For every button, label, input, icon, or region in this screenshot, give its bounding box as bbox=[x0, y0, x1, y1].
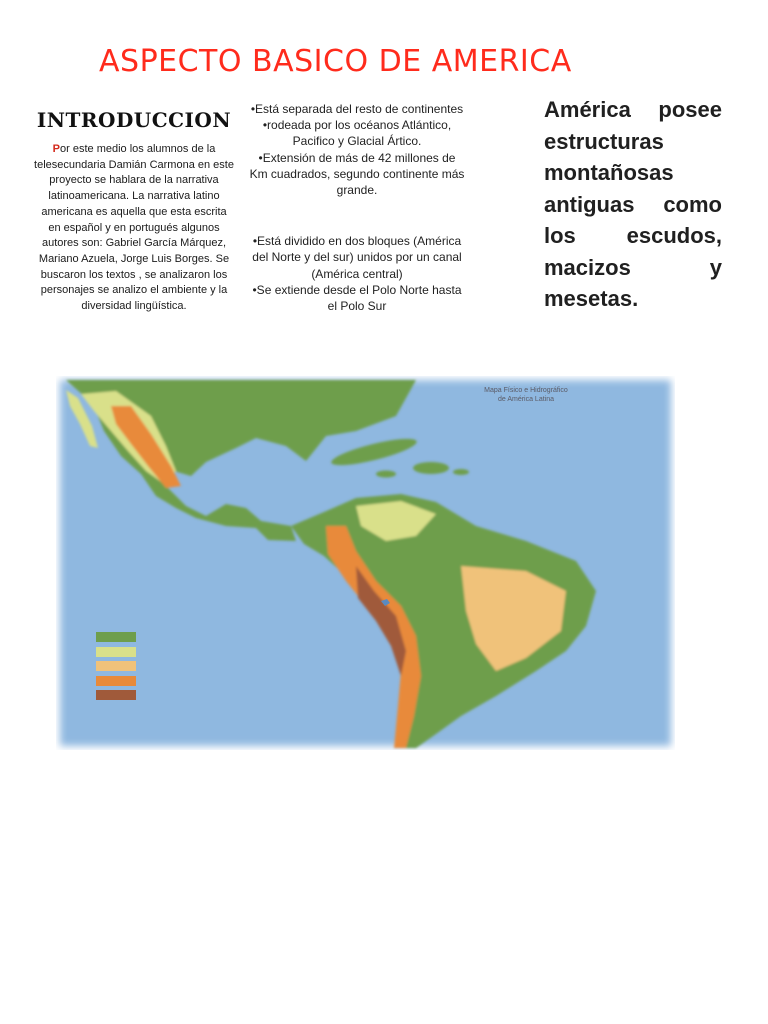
mountains-text-line: mesetas. bbox=[544, 286, 639, 311]
map-legend bbox=[96, 630, 212, 703]
facts-column bbox=[248, 101, 466, 314]
map-title bbox=[426, 386, 626, 404]
map-title-line: de América Latina bbox=[497, 396, 555, 403]
latin-america-map bbox=[56, 376, 675, 750]
mountains-text-line: los escudos, bbox=[544, 223, 722, 248]
legend-swatch bbox=[96, 676, 136, 686]
introduction-paragraph bbox=[34, 142, 234, 315]
drop-letter: P bbox=[52, 143, 61, 155]
mountains-text-line: montañosas bbox=[544, 160, 674, 185]
introduction-section bbox=[34, 108, 234, 315]
introduction-heading: INTRODUCCION bbox=[36, 108, 232, 132]
fact-item: •rodeada por los océanos Atlántico, Pacifico y Glacial Ártico. bbox=[262, 118, 452, 149]
mountains-text-line: antiguas como bbox=[544, 191, 722, 217]
mountains-text-line: América posee bbox=[544, 97, 722, 122]
legend-swatch bbox=[96, 690, 136, 700]
legend-row bbox=[96, 674, 212, 689]
map-title-line: Mapa Físico e Hidrográfico bbox=[484, 387, 568, 394]
mountains-text-line: macizos y bbox=[544, 254, 722, 280]
legend-row bbox=[96, 688, 212, 703]
legend-swatch bbox=[96, 661, 136, 671]
legend-swatch bbox=[96, 647, 136, 657]
puerto-rico bbox=[453, 469, 469, 475]
introduction-body: or este medio los alumnos de la telesecundaria Damián Carmona en este proyecto se hablara de la narrativa latinoamericana. La narrativa latino americana es aquella que esta escrita en español y en portugués algunos autores son: Gabriel García Márquez, Mariano Azuela, Jorge Luis Borges. Se buscaron los textos , se analizaron los personajes se analizo el ambiente y la diversidad lingüística. bbox=[34, 143, 234, 313]
legend-swatch bbox=[96, 632, 136, 642]
legend-row bbox=[96, 630, 212, 645]
mountains-text-line: estructuras bbox=[544, 128, 664, 154]
legend-row bbox=[96, 645, 212, 660]
mountains-text bbox=[544, 94, 722, 315]
page-title: ASPECTO BASICO DE AMERICA bbox=[99, 44, 572, 74]
fact-item: •Está separada del resto de continentes bbox=[250, 102, 464, 116]
fact-item: •Se extiende desde el Polo Norte hasta el Polo Sur bbox=[252, 282, 462, 314]
fact-item: •Extensión de más de 42 millones de Km cuadrados, segundo continente más grande. bbox=[249, 150, 465, 198]
legend-row bbox=[96, 659, 212, 674]
fact-item: •Está dividido en dos bloques (América del Norte y del sur) unidos por un canal (América central) bbox=[252, 234, 462, 281]
jamaica bbox=[376, 471, 396, 478]
hispaniola bbox=[413, 462, 449, 474]
